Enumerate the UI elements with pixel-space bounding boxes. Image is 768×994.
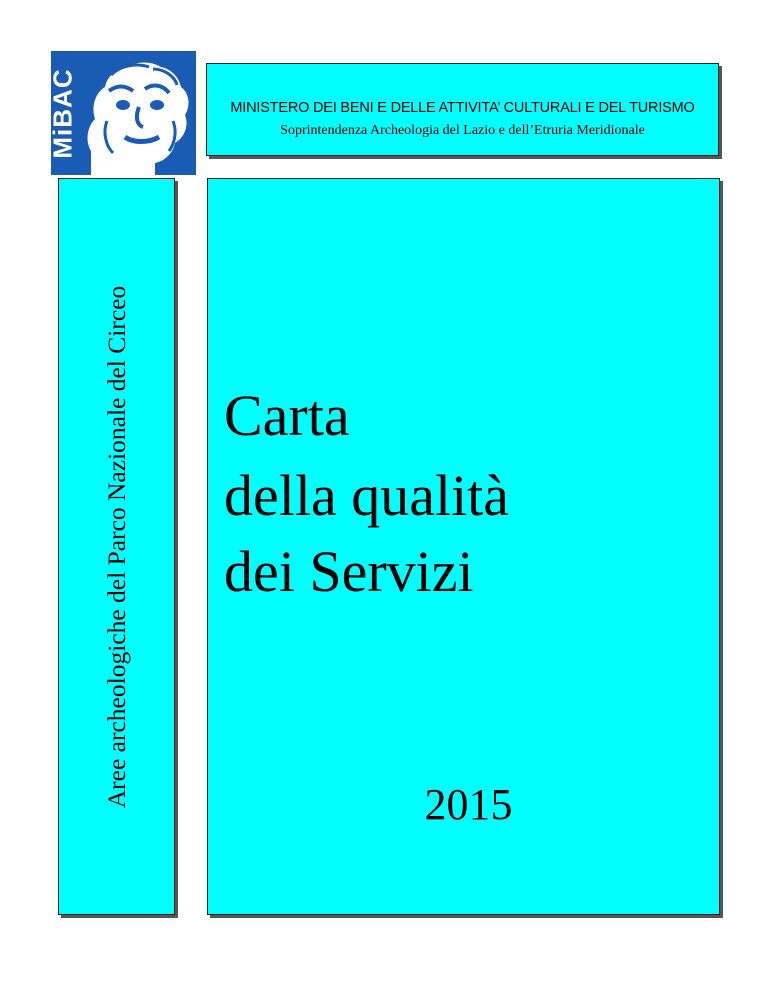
header-box xyxy=(206,63,719,156)
title-line-3: dei Servizi xyxy=(224,539,474,604)
year-label: 2015 xyxy=(424,780,513,829)
soprintendenza-subtitle: Soprintendenza Archeologia del Lazio e dell’Etruria Meridionale xyxy=(280,123,645,138)
title-line-1: Carta xyxy=(224,383,350,448)
sidebar-vertical-title: Aree archeologiche del Parco Nazionale del Circeo xyxy=(102,285,131,808)
title-line-2: della qualità xyxy=(224,463,510,528)
main-title-box xyxy=(207,178,720,915)
logo-text: MiBAC xyxy=(47,67,78,159)
ministry-title: MINISTERO DEI BENI E DELLE ATTIVITA’ CULTURALI E DEL TURISMO xyxy=(230,100,695,116)
sculpture-head-icon xyxy=(51,51,196,175)
sidebar-box xyxy=(58,178,175,915)
mibac-logo xyxy=(47,51,196,175)
